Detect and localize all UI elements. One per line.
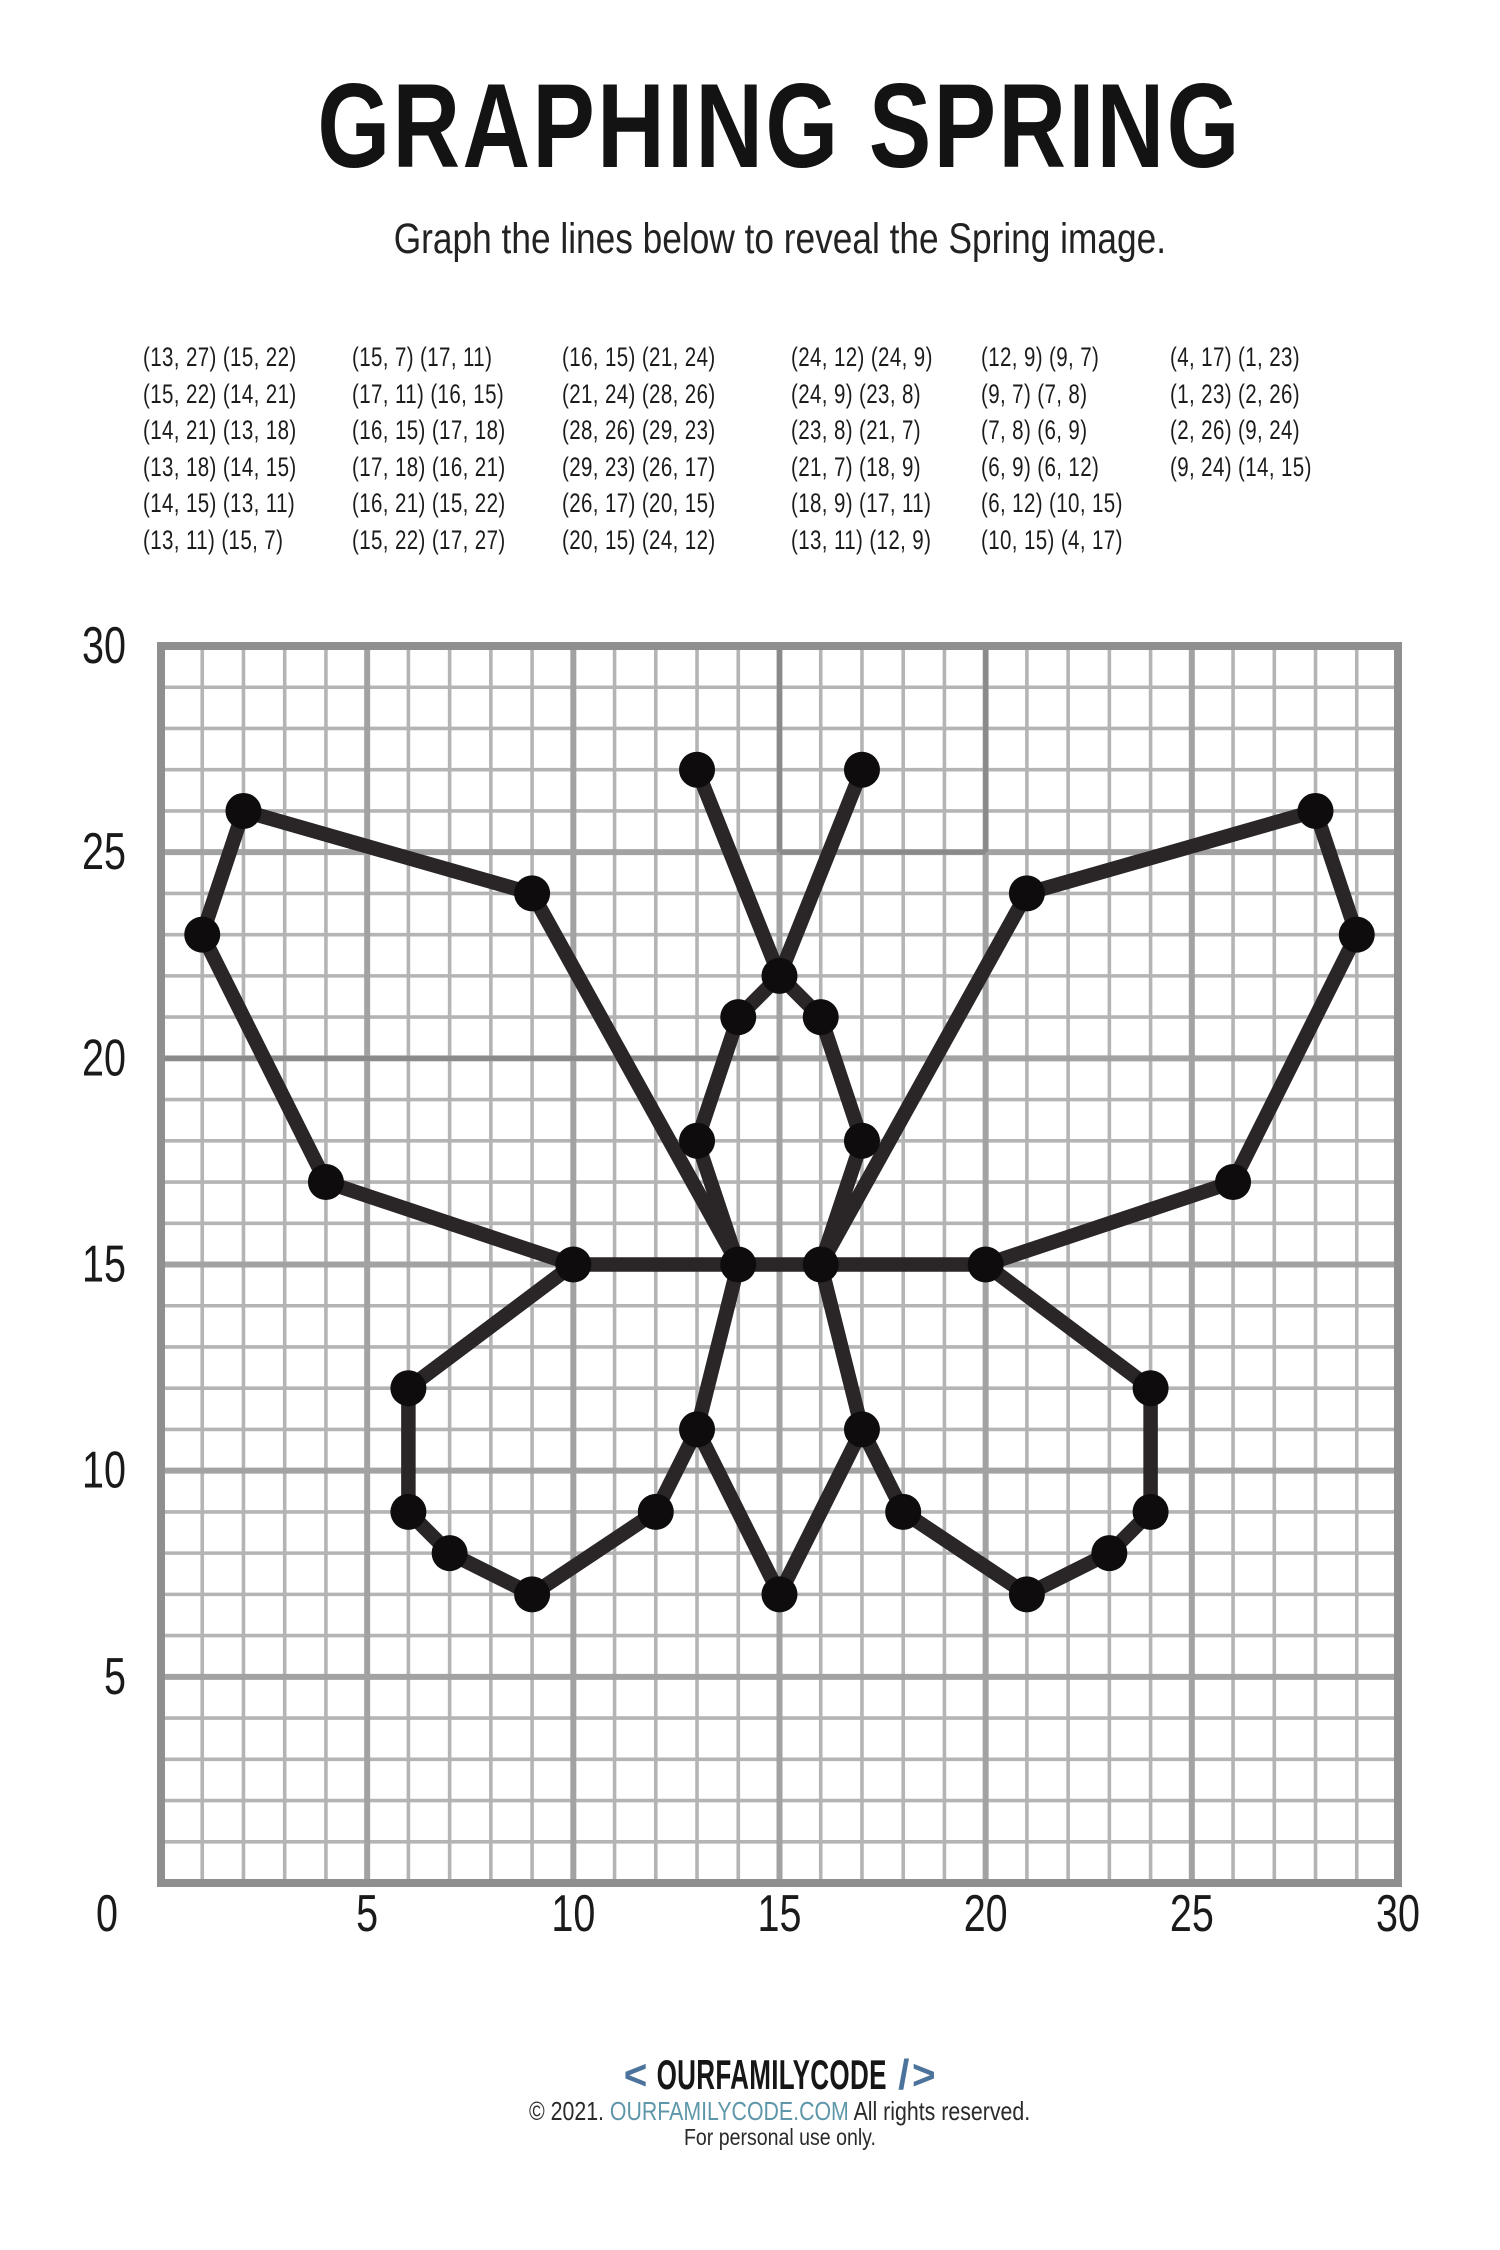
y-axis-label: 25 <box>82 821 126 881</box>
plot-point <box>803 1247 839 1283</box>
plot-point <box>761 1576 797 1612</box>
coordinate-pair: (6, 9) (6, 12) <box>981 451 1100 482</box>
x-axis-label: 15 <box>757 1883 802 1943</box>
plot-point <box>1215 1164 1251 1200</box>
coordinate-pair: (24, 12) (24, 9) <box>791 342 933 372</box>
coordinate-pair: (16, 15) (17, 18) <box>352 415 506 446</box>
copyright-prefix: © 2021. <box>529 2096 605 2126</box>
plot-point <box>968 1247 1004 1283</box>
plot-point <box>803 999 839 1035</box>
coordinate-pair: (17, 11) (16, 15) <box>352 378 505 409</box>
coordinate-pair: (13, 11) (15, 7) <box>143 524 284 555</box>
plot-segment <box>202 811 243 935</box>
coordinate-pair: (12, 9) (9, 7) <box>981 342 1100 372</box>
y-axis-label: 10 <box>82 1440 126 1499</box>
plot-point <box>1339 917 1375 953</box>
coordinate-pair: (28, 26) (29, 23) <box>562 415 716 446</box>
coordinate-pair: (17, 18) (16, 21) <box>352 451 506 482</box>
plot-point <box>514 875 550 911</box>
copyright-row <box>60 2096 1500 2127</box>
coordinate-pair: (18, 9) (17, 11) <box>791 488 932 519</box>
coordinate-pair: (10, 15) (4, 17) <box>981 524 1123 555</box>
copyright-suffix: All rights reserved. <box>854 2096 1031 2126</box>
x-axis-label: 5 <box>356 1883 379 1943</box>
plot-segment <box>532 893 738 1264</box>
page-subtitle: Graph the lines below to reveal the Spring image. <box>393 215 1167 263</box>
coordinate-pair: (2, 26) (9, 24) <box>1170 415 1301 446</box>
site-link[interactable]: OURFAMILYCODE.COM <box>610 2096 850 2126</box>
plot-point <box>885 1494 921 1530</box>
plot-point <box>432 1535 468 1571</box>
plot-segment <box>1316 811 1357 935</box>
coordinate-pair: (14, 15) (13, 11) <box>143 488 296 519</box>
x-axis-label: 20 <box>963 1883 1008 1943</box>
y-axis-label: 20 <box>82 1028 126 1087</box>
plot-point <box>1009 875 1045 911</box>
plot-point <box>1298 793 1334 829</box>
slash-icon: / <box>898 2051 910 2098</box>
coordinate-pair: (16, 15) (21, 24) <box>562 342 716 372</box>
plot-point <box>720 1247 756 1283</box>
plot-point <box>679 1123 715 1159</box>
left-chevron-icon: < <box>624 2051 648 2098</box>
plot-segment <box>697 1017 738 1141</box>
coordinate-pair: (9, 7) (7, 8) <box>981 378 1088 409</box>
origin-label: 0 <box>96 1883 118 1943</box>
plot-point <box>1091 1535 1127 1571</box>
coordinate-pair: (7, 8) (6, 9) <box>981 415 1088 446</box>
x-axis-label: 25 <box>1169 1883 1214 1943</box>
plot-point <box>225 793 261 829</box>
plot-point <box>761 958 797 994</box>
x-axis-label: 10 <box>551 1883 596 1943</box>
coordinate-pair: (20, 15) (24, 12) <box>562 524 716 555</box>
plot-point <box>308 1164 344 1200</box>
plot-point <box>1133 1494 1169 1530</box>
coordinate-pair: (16, 21) (15, 22) <box>352 488 506 519</box>
plot-point <box>844 1123 880 1159</box>
coordinate-pair: (6, 12) (10, 15) <box>981 488 1123 519</box>
coordinate-pair: (1, 23) (2, 26) <box>1170 378 1301 409</box>
coordinate-pair: (24, 9) (23, 8) <box>791 378 922 409</box>
coordinate-pair: (13, 11) (12, 9) <box>791 524 932 555</box>
coordinate-pair: (14, 21) (13, 18) <box>143 415 297 446</box>
coordinate-pair: (29, 23) (26, 17) <box>562 451 716 482</box>
page-title: GRAPHING SPRING <box>317 59 1243 193</box>
plot-point <box>844 1411 880 1447</box>
coordinate-pair: (13, 18) (14, 15) <box>143 451 297 482</box>
coordinate-pair: (4, 17) (1, 23) <box>1170 342 1301 372</box>
plot-point <box>1133 1370 1169 1406</box>
plot-point <box>679 1411 715 1447</box>
y-axis-label: 15 <box>82 1234 126 1293</box>
y-axis-label: 5 <box>104 1646 126 1706</box>
plot-point <box>514 1576 550 1612</box>
plot-point <box>390 1494 426 1530</box>
plot-point <box>720 999 756 1035</box>
coordinate-pair: (15, 7) (17, 11) <box>352 342 493 372</box>
coordinate-pair: (9, 24) (14, 15) <box>1170 451 1312 482</box>
plot-segment <box>821 1017 862 1141</box>
personal-use-row <box>60 2124 1500 2152</box>
coordinate-pair: (26, 17) (20, 15) <box>562 488 716 519</box>
plot-point <box>184 917 220 953</box>
plot-point <box>1009 1576 1045 1612</box>
footer-logo-row <box>60 2050 1500 2100</box>
right-chevron-icon: > <box>912 2051 936 2098</box>
coordinate-pair: (13, 27) (15, 22) <box>143 342 297 372</box>
plot-point <box>390 1370 426 1406</box>
coordinate-pair: (15, 22) (14, 21) <box>143 378 297 409</box>
coordinate-pair: (15, 22) (17, 27) <box>352 524 506 555</box>
personal-use-note: For personal use only. <box>684 2124 876 2150</box>
brand-logo <box>624 2050 936 2100</box>
plot-segment <box>821 893 1027 1264</box>
coordinate-pair: (23, 8) (21, 7) <box>791 415 922 446</box>
x-axis-label: 30 <box>1376 1883 1420 1943</box>
coordinate-pair: (21, 7) (18, 9) <box>791 451 922 482</box>
y-axis-label: 30 <box>82 615 126 675</box>
plot-point <box>844 752 880 788</box>
coordinate-pair: (21, 24) (28, 26) <box>562 378 716 409</box>
copyright-line <box>529 2096 1030 2127</box>
brand-name: OURFAMILYCODE <box>657 2051 888 2098</box>
plot-point <box>679 752 715 788</box>
plot-point <box>638 1494 674 1530</box>
plot-point <box>555 1247 591 1283</box>
